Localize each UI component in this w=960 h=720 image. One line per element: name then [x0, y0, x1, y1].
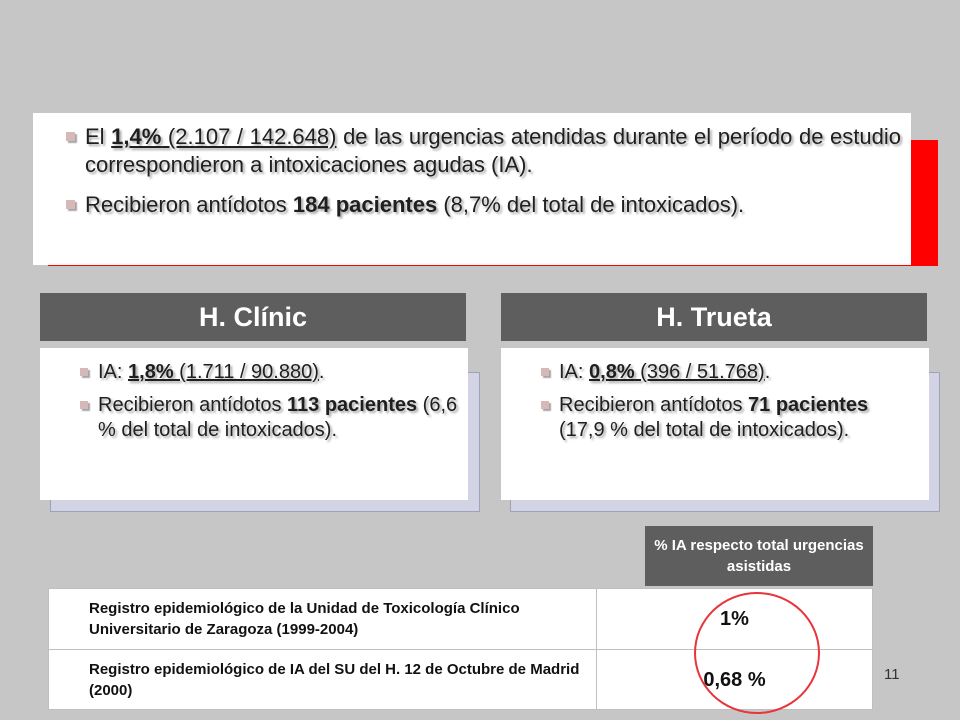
hospital-clinic-panel [40, 348, 468, 500]
clinic-ia-percent: 1,8% [128, 361, 174, 383]
table-row-source: Registro epidemiológico de IA del SU del H. 12 de Octubre de Madrid (2000) [89, 661, 580, 699]
hospital-clinic-header: H. Clínic [40, 293, 466, 341]
page-number: 11 [884, 666, 900, 683]
trueta-ia-item: IA: 0,8% (396 / 51.768). [501, 360, 929, 385]
summary-item-antidotes: Recibieron antídotos 184 pacientes (8,7% del total de intoxicados). [33, 191, 911, 219]
table-row-value: 1% [596, 589, 872, 649]
table-row [49, 650, 872, 710]
trueta-ia-percent: 0,8% [589, 361, 635, 383]
clinic-ia-item: IA: 1,8% (1.711 / 90.880). [40, 360, 468, 385]
table-row [49, 589, 872, 650]
hospital-trueta-header: H. Trueta [501, 293, 927, 341]
incidence-ratio: (2.107 / 142.648) [161, 124, 337, 149]
summary-list [33, 123, 911, 219]
table-row-value: 0,68 % [596, 650, 872, 710]
clinic-antidote-count: 113 pacientes [287, 394, 418, 416]
summary-item-incidence: El 1,4% (2.107 / 142.648) de las urgencias atendidas durante el período de estudio correspondieron a intoxicaciones agudas (IA). [33, 123, 911, 179]
antidote-patient-count: 184 pacientes [292, 192, 438, 217]
summary-box [33, 113, 911, 265]
hospital-trueta-panel [501, 348, 929, 500]
table-header: % IA respecto total urgencias asistidas [645, 526, 873, 586]
comparison-table [48, 588, 873, 710]
incidence-percent: 1,4% [111, 124, 162, 149]
table-row-source: Registro epidemiológico de la Unidad de Toxicología Clínico Universitario de Zaragoza (1999-2004) [89, 600, 520, 638]
trueta-antidote-count: 71 pacientes [748, 394, 869, 416]
clinic-antidote-item: Recibieron antídotos 113 pacientes (6,6 % del total de intoxicados). [40, 393, 468, 443]
trueta-antidote-item: Recibieron antídotos 71 pacientes (17,9 % del total de intoxicados). [501, 393, 929, 443]
